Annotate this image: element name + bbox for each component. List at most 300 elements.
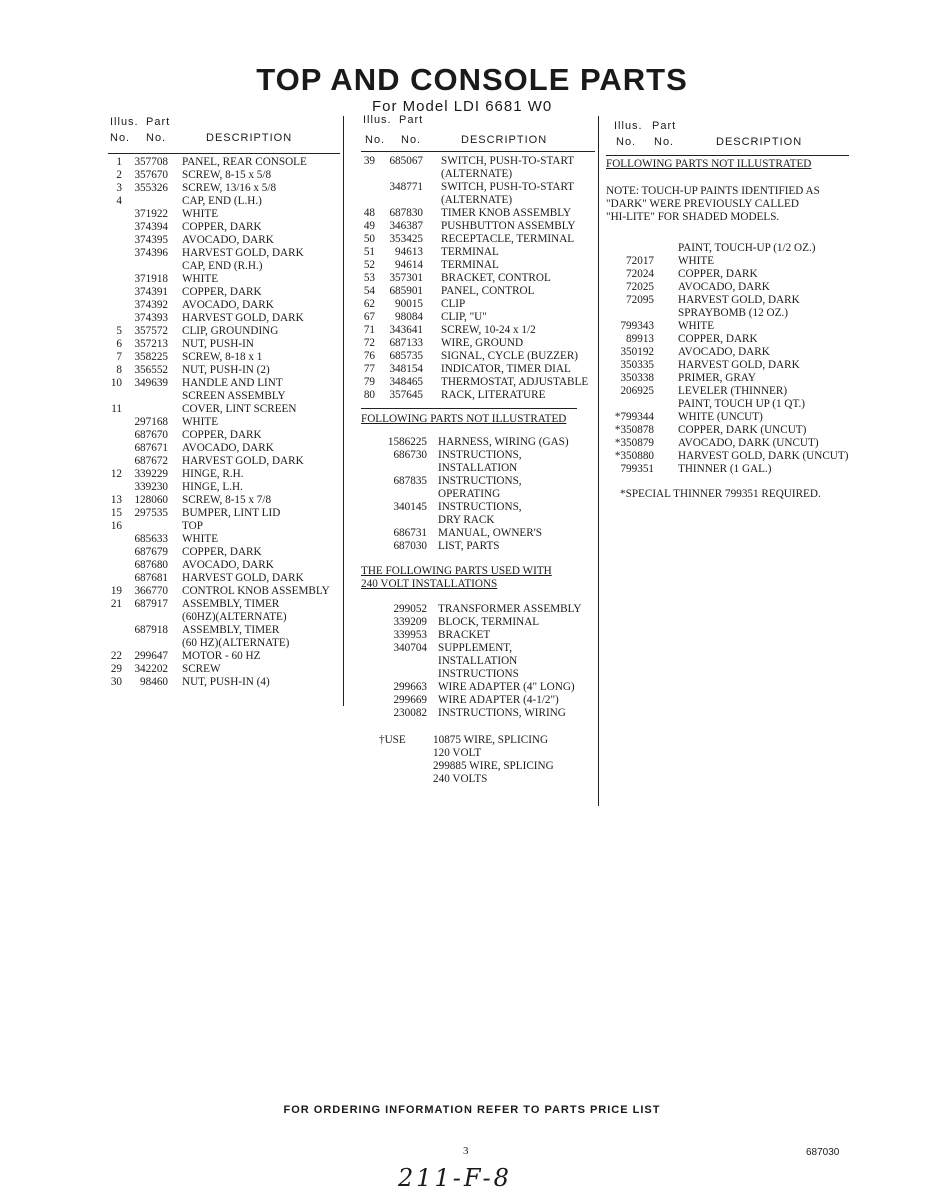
part-description: CAP, END (L.H.) <box>182 195 262 207</box>
note-line: "HI-LITE" FOR SHADED MODELS. <box>606 211 780 223</box>
part-description: RECEPTACLE, TERMINAL <box>441 233 575 245</box>
parts-list-240v <box>361 603 595 720</box>
part-description: RACK, LITERATURE <box>441 389 546 401</box>
part-description: SCREW, 8-18 x 1 <box>182 351 263 363</box>
part-number: 685633 <box>134 533 168 545</box>
part-description: HARVEST GOLD, DARK (UNCUT) <box>678 450 849 462</box>
paint-row <box>606 463 854 476</box>
part-number: 374396 <box>134 247 168 259</box>
part-description: WHITE <box>182 533 219 545</box>
illus-number: 80 <box>363 389 375 401</box>
part-number: 687672 <box>134 455 168 467</box>
part-description: DRY RACK <box>438 514 495 526</box>
part-row <box>361 363 595 376</box>
part-row <box>108 208 340 221</box>
part-number: 374391 <box>134 286 168 298</box>
illus-number: 5 <box>116 325 122 337</box>
part-description: HARVEST GOLD, DARK <box>182 247 304 259</box>
part-description: COPPER, DARK (UNCUT) <box>678 424 807 436</box>
part-description: WHITE <box>182 208 219 220</box>
use-description: 240 VOLTS <box>433 773 488 785</box>
document-number: 687030 <box>806 1147 840 1158</box>
part-number: 299052 <box>393 603 427 615</box>
part-description: WIRE ADAPTER (4" LONG) <box>438 681 575 693</box>
part-number: 353425 <box>389 233 423 245</box>
illus-number: 39 <box>363 155 375 167</box>
part-description: SPRAYBOMB (12 OZ.) <box>678 307 788 319</box>
part-description: AVOCADO, DARK <box>182 442 274 454</box>
illus-number: 12 <box>110 468 122 480</box>
part-number: 357301 <box>389 272 423 284</box>
part-number: 687030 <box>393 540 427 552</box>
part-number: 358225 <box>134 351 168 363</box>
part-row <box>108 247 340 260</box>
part-number: 374395 <box>134 234 168 246</box>
illus-number: 15 <box>110 507 122 519</box>
part-number: 687917 <box>134 598 168 610</box>
part-row <box>108 182 340 195</box>
part-number: 357708 <box>134 156 168 168</box>
part-row <box>361 462 595 475</box>
part-description: NUT, PUSH-IN (2) <box>182 364 270 376</box>
part-description: HARVEST GOLD, DARK <box>678 294 800 306</box>
part-description: BLOCK, TERMINAL <box>438 616 540 628</box>
paint-row <box>606 294 854 307</box>
part-description: PANEL, REAR CONSOLE <box>182 156 307 168</box>
part-number: 349639 <box>134 377 168 389</box>
column-header <box>606 118 849 156</box>
part-row <box>108 156 340 169</box>
paint-row <box>606 307 854 320</box>
illus-number: 62 <box>363 298 375 310</box>
part-row <box>108 559 340 572</box>
part-description: PAINT, TOUCH UP (1 QT.) <box>678 398 806 410</box>
use-row <box>361 773 595 786</box>
part-number: 350192 <box>620 346 654 358</box>
part-description: (ALTERNATE) <box>441 194 513 206</box>
part-number: 128060 <box>134 494 168 506</box>
part-number: 687679 <box>134 546 168 558</box>
part-description: COPPER, DARK <box>182 546 262 558</box>
part-description: SWITCH, PUSH-TO-START <box>441 181 575 193</box>
part-number: 1586225 <box>387 436 427 448</box>
part-description: INSTRUCTIONS, <box>438 475 522 487</box>
part-description: COPPER, DARK <box>678 333 758 345</box>
part-number: 72024 <box>626 268 654 280</box>
part-number: 687918 <box>134 624 168 636</box>
part-number: 98084 <box>395 311 423 323</box>
part-number: 374393 <box>134 312 168 324</box>
paint-row <box>606 372 854 385</box>
part-row <box>108 468 340 481</box>
part-number: 374392 <box>134 299 168 311</box>
illus-number: 21 <box>110 598 122 610</box>
part-row <box>361 642 595 655</box>
use-note <box>361 734 595 786</box>
part-number: 348771 <box>389 181 423 193</box>
paint-row <box>606 359 854 372</box>
part-description: HARNESS, WIRING (GAS) <box>438 436 569 448</box>
part-row <box>108 364 340 377</box>
part-description: CONTROL KNOB ASSEMBLY <box>182 585 330 597</box>
part-row <box>361 488 595 501</box>
part-number: 299647 <box>134 650 168 662</box>
illus-number: 6 <box>116 338 122 350</box>
part-number: 206925 <box>620 385 654 397</box>
part-description: BRACKET <box>438 629 491 641</box>
illus-number: 76 <box>363 350 375 362</box>
part-number: 686731 <box>393 527 427 539</box>
part-description: PANEL, CONTROL <box>441 285 535 297</box>
section-rule <box>361 408 577 409</box>
section-heading-not-illustrated: FOLLOWING PARTS NOT ILLUSTRATED <box>606 158 812 170</box>
part-label: Part <box>399 114 424 126</box>
part-description: TIMER KNOB ASSEMBLY <box>441 207 572 219</box>
illus-number: 3 <box>116 182 122 194</box>
part-row <box>361 707 595 720</box>
part-row <box>361 246 595 259</box>
paint-row <box>606 398 854 411</box>
use-description: 10875 WIRE, SPLICING <box>433 734 549 746</box>
part-description: TOP <box>182 520 203 532</box>
part-row <box>361 436 595 449</box>
part-description: CLIP <box>441 298 466 310</box>
part-number: 350335 <box>620 359 654 371</box>
part-number: *799344 <box>614 411 654 423</box>
ordering-footer: FOR ORDERING INFORMATION REFER TO PARTS PRICE LIST <box>283 1104 661 1116</box>
part-row <box>361 527 595 540</box>
part-row <box>108 416 340 429</box>
part-row <box>108 624 340 637</box>
part-number: 356552 <box>134 364 168 376</box>
part-number: 339953 <box>393 629 427 641</box>
part-description: INSTRUCTIONS, <box>438 501 522 513</box>
part-row <box>108 676 340 689</box>
part-no-label: No. <box>146 132 167 144</box>
column-divider <box>598 116 599 806</box>
part-description: LIST, PARTS <box>438 540 500 552</box>
part-number: 685735 <box>389 350 423 362</box>
part-description: (60HZ)(ALTERNATE) <box>182 611 287 623</box>
part-description: WIRE ADAPTER (4-1/2") <box>438 694 559 706</box>
touch-up-note <box>606 185 854 224</box>
part-description: BRACKET, CONTROL <box>441 272 551 284</box>
use-description: 299885 WIRE, SPLICING <box>433 760 554 772</box>
part-row <box>361 337 595 350</box>
part-number: 685067 <box>389 155 423 167</box>
parts-list-not-illustrated <box>361 436 595 553</box>
parts-list <box>361 155 595 402</box>
part-row <box>361 181 595 194</box>
illus-label: Illus. <box>363 114 392 126</box>
illus-number: 79 <box>363 376 375 388</box>
illus-number: 22 <box>110 650 122 662</box>
illus-label: Illus. <box>110 116 139 128</box>
parts-column-1 <box>108 116 340 689</box>
part-description: TERMINAL <box>441 259 499 271</box>
part-description: AVOCADO, DARK (UNCUT) <box>678 437 819 449</box>
illus-no-label: No. <box>365 134 386 146</box>
part-row <box>361 694 595 707</box>
part-row <box>108 403 340 416</box>
part-number: *350878 <box>614 424 654 436</box>
illus-number: 29 <box>110 663 122 675</box>
part-description: NUT, PUSH-IN (4) <box>182 676 270 688</box>
part-number: 339230 <box>134 481 168 493</box>
part-description: SCREW, 13/16 x 5/8 <box>182 182 277 194</box>
part-row <box>361 272 595 285</box>
part-description: PAINT, TOUCH-UP (1/2 OZ.) <box>678 242 816 254</box>
paint-row <box>606 424 854 437</box>
part-description: MOTOR - 60 HZ <box>182 650 261 662</box>
part-row <box>108 338 340 351</box>
part-row <box>361 298 595 311</box>
part-description: SCREW <box>182 663 221 675</box>
part-number: 687670 <box>134 429 168 441</box>
part-number: 297535 <box>134 507 168 519</box>
handwritten-note: 211-F-8 <box>398 1164 512 1192</box>
part-number: 94614 <box>395 259 423 271</box>
part-number: 799343 <box>620 320 654 332</box>
part-label: Part <box>652 120 677 132</box>
part-number: 687680 <box>134 559 168 571</box>
part-row <box>361 233 595 246</box>
part-number: 98460 <box>140 676 168 688</box>
part-description: WHITE <box>678 255 715 267</box>
part-number: 687133 <box>389 337 423 349</box>
part-row <box>361 616 595 629</box>
part-row <box>361 155 595 168</box>
part-description: TERMINAL <box>441 246 499 258</box>
part-row <box>361 168 595 181</box>
illus-number: 50 <box>363 233 375 245</box>
paint-row <box>606 255 854 268</box>
note-line: "DARK" WERE PREVIOUSLY CALLED <box>606 198 799 210</box>
part-description: LEVELER (THINNER) <box>678 385 788 397</box>
parts-column-3 <box>606 118 854 501</box>
part-label: Part <box>146 116 171 128</box>
part-description: (60 HZ)(ALTERNATE) <box>182 637 290 649</box>
paint-row <box>606 268 854 281</box>
part-row <box>108 650 340 663</box>
section-heading-not-illustrated: FOLLOWING PARTS NOT ILLUSTRATED <box>361 413 567 425</box>
part-description: WIRE, GROUND <box>441 337 524 349</box>
part-description: WHITE <box>182 273 219 285</box>
part-description: ASSEMBLY, TIMER <box>182 598 280 610</box>
part-description: AVOCADO, DARK <box>678 346 770 358</box>
part-number: 340145 <box>393 501 427 513</box>
illus-number: 11 <box>111 403 122 415</box>
part-number: 343641 <box>389 324 423 336</box>
illus-number: 1 <box>116 156 122 168</box>
part-row <box>361 194 595 207</box>
part-row <box>361 376 595 389</box>
use-label: †USE <box>379 734 406 746</box>
part-description: THERMOSTAT, ADJUSTABLE <box>441 376 589 388</box>
part-row <box>108 312 340 325</box>
part-description: SCREEN ASSEMBLY <box>182 390 286 402</box>
part-description: INSTRUCTIONS <box>438 668 519 680</box>
illus-number: 77 <box>363 363 375 375</box>
part-description: INSTRUCTIONS, <box>438 449 522 461</box>
part-row <box>361 324 595 337</box>
part-number: 799351 <box>620 463 654 475</box>
parts-column-2 <box>361 114 595 786</box>
illus-number: 19 <box>110 585 122 597</box>
part-no-label: No. <box>401 134 422 146</box>
part-row <box>108 286 340 299</box>
part-description: SCREW, 10-24 x 1/2 <box>441 324 536 336</box>
part-row <box>361 629 595 642</box>
part-row <box>361 311 595 324</box>
part-row <box>108 273 340 286</box>
part-description: COVER, LINT SCREEN <box>182 403 297 415</box>
paint-row <box>606 242 854 255</box>
part-number: 342202 <box>134 663 168 675</box>
part-number: 357213 <box>134 338 168 350</box>
part-number: 686730 <box>393 449 427 461</box>
part-row <box>108 442 340 455</box>
illus-number: 10 <box>110 377 122 389</box>
part-number: 340704 <box>393 642 427 654</box>
part-description: HANDLE AND LINT <box>182 377 283 389</box>
part-number: *350879 <box>614 437 654 449</box>
part-row <box>108 533 340 546</box>
part-number: 72017 <box>626 255 654 267</box>
paint-row <box>606 333 854 346</box>
part-row <box>361 540 595 553</box>
illus-no-label: No. <box>110 132 131 144</box>
illus-number: 13 <box>110 494 122 506</box>
part-description: PUSHBUTTON ASSEMBLY <box>441 220 576 232</box>
part-row <box>108 260 340 273</box>
part-row <box>361 668 595 681</box>
section-heading-240v-b: 240 VOLT INSTALLATIONS <box>361 578 498 590</box>
part-description: HINGE, L.H. <box>182 481 243 493</box>
part-description: HINGE, R.H. <box>182 468 244 480</box>
description-label: DESCRIPTION <box>461 134 548 146</box>
paint-row <box>606 450 854 463</box>
illus-number: 4 <box>116 195 122 207</box>
part-number: 72025 <box>626 281 654 293</box>
part-row <box>361 603 595 616</box>
part-row <box>108 520 340 533</box>
part-number: 687671 <box>134 442 168 454</box>
part-row <box>108 351 340 364</box>
illus-number: 2 <box>116 169 122 181</box>
part-description: MANUAL, OWNER'S <box>438 527 542 539</box>
illus-number: 7 <box>116 351 122 363</box>
part-row <box>361 449 595 462</box>
part-description: HARVEST GOLD, DARK <box>678 359 800 371</box>
illus-number: 72 <box>363 337 375 349</box>
part-number: 90015 <box>395 298 423 310</box>
part-description: WHITE <box>182 416 219 428</box>
use-description: 120 VOLT <box>433 747 482 759</box>
illus-number: 8 <box>116 364 122 376</box>
part-row <box>108 507 340 520</box>
description-label: DESCRIPTION <box>716 136 803 148</box>
part-description: AVOCADO, DARK <box>182 299 274 311</box>
part-number: 230082 <box>393 707 427 719</box>
column-divider <box>343 116 344 706</box>
note-line: NOTE: TOUCH-UP PAINTS IDENTIFIED AS <box>606 185 820 197</box>
part-description: AVOCADO, DARK <box>678 281 770 293</box>
part-description: NUT, PUSH-IN <box>182 338 254 350</box>
illus-number: 30 <box>110 676 122 688</box>
parts-list <box>108 156 340 689</box>
paint-row <box>606 385 854 398</box>
part-row <box>108 169 340 182</box>
part-row <box>108 663 340 676</box>
illus-number: 48 <box>363 207 375 219</box>
part-description: WHITE <box>678 320 715 332</box>
illus-number: 51 <box>363 246 375 258</box>
part-no-label: No. <box>654 136 675 148</box>
illus-number: 71 <box>363 324 375 336</box>
part-row <box>361 350 595 363</box>
part-row <box>108 299 340 312</box>
part-row <box>361 285 595 298</box>
part-description: CLIP, GROUNDING <box>182 325 279 337</box>
illus-number: 16 <box>110 520 122 532</box>
paint-row <box>606 411 854 424</box>
paint-row <box>606 437 854 450</box>
part-number: 366770 <box>134 585 168 597</box>
part-number: 371918 <box>134 273 168 285</box>
part-row <box>108 455 340 468</box>
part-row <box>361 259 595 272</box>
paint-list <box>606 242 854 476</box>
column-header <box>108 116 340 154</box>
part-row <box>108 585 340 598</box>
header-rule <box>108 153 340 154</box>
part-row <box>108 221 340 234</box>
part-row <box>361 501 595 514</box>
part-row <box>108 546 340 559</box>
part-number: 339229 <box>134 468 168 480</box>
part-row <box>361 514 595 527</box>
page-number: 3 <box>463 1145 469 1157</box>
part-description: INSTALLATION <box>438 655 518 667</box>
part-description: COPPER, DARK <box>182 286 262 298</box>
part-description: (ALTERNATE) <box>441 168 513 180</box>
illus-number: 67 <box>363 311 375 323</box>
section-heading-240v-a: THE FOLLOWING PARTS USED WITH <box>361 565 552 577</box>
part-description: INSTALLATION <box>438 462 518 474</box>
part-number: 687835 <box>393 475 427 487</box>
illus-number: 52 <box>363 259 375 271</box>
description-label: DESCRIPTION <box>206 132 293 144</box>
part-number: 89913 <box>626 333 654 345</box>
part-row <box>108 611 340 624</box>
part-number: 687681 <box>134 572 168 584</box>
illus-label: Illus. <box>614 120 643 132</box>
part-description: OPERATING <box>438 488 501 500</box>
header-rule <box>606 155 849 156</box>
illus-number: 54 <box>363 285 375 297</box>
special-thinner-note: *SPECIAL THINNER 799351 REQUIRED. <box>620 488 821 500</box>
part-number: 346387 <box>389 220 423 232</box>
part-description: ASSEMBLY, TIMER <box>182 624 280 636</box>
part-number: 357645 <box>389 389 423 401</box>
part-row <box>108 598 340 611</box>
part-number: 685901 <box>389 285 423 297</box>
part-description: HARVEST GOLD, DARK <box>182 455 304 467</box>
part-number: 297168 <box>134 416 168 428</box>
use-row <box>361 760 595 773</box>
part-description: CLIP, "U" <box>441 311 487 323</box>
